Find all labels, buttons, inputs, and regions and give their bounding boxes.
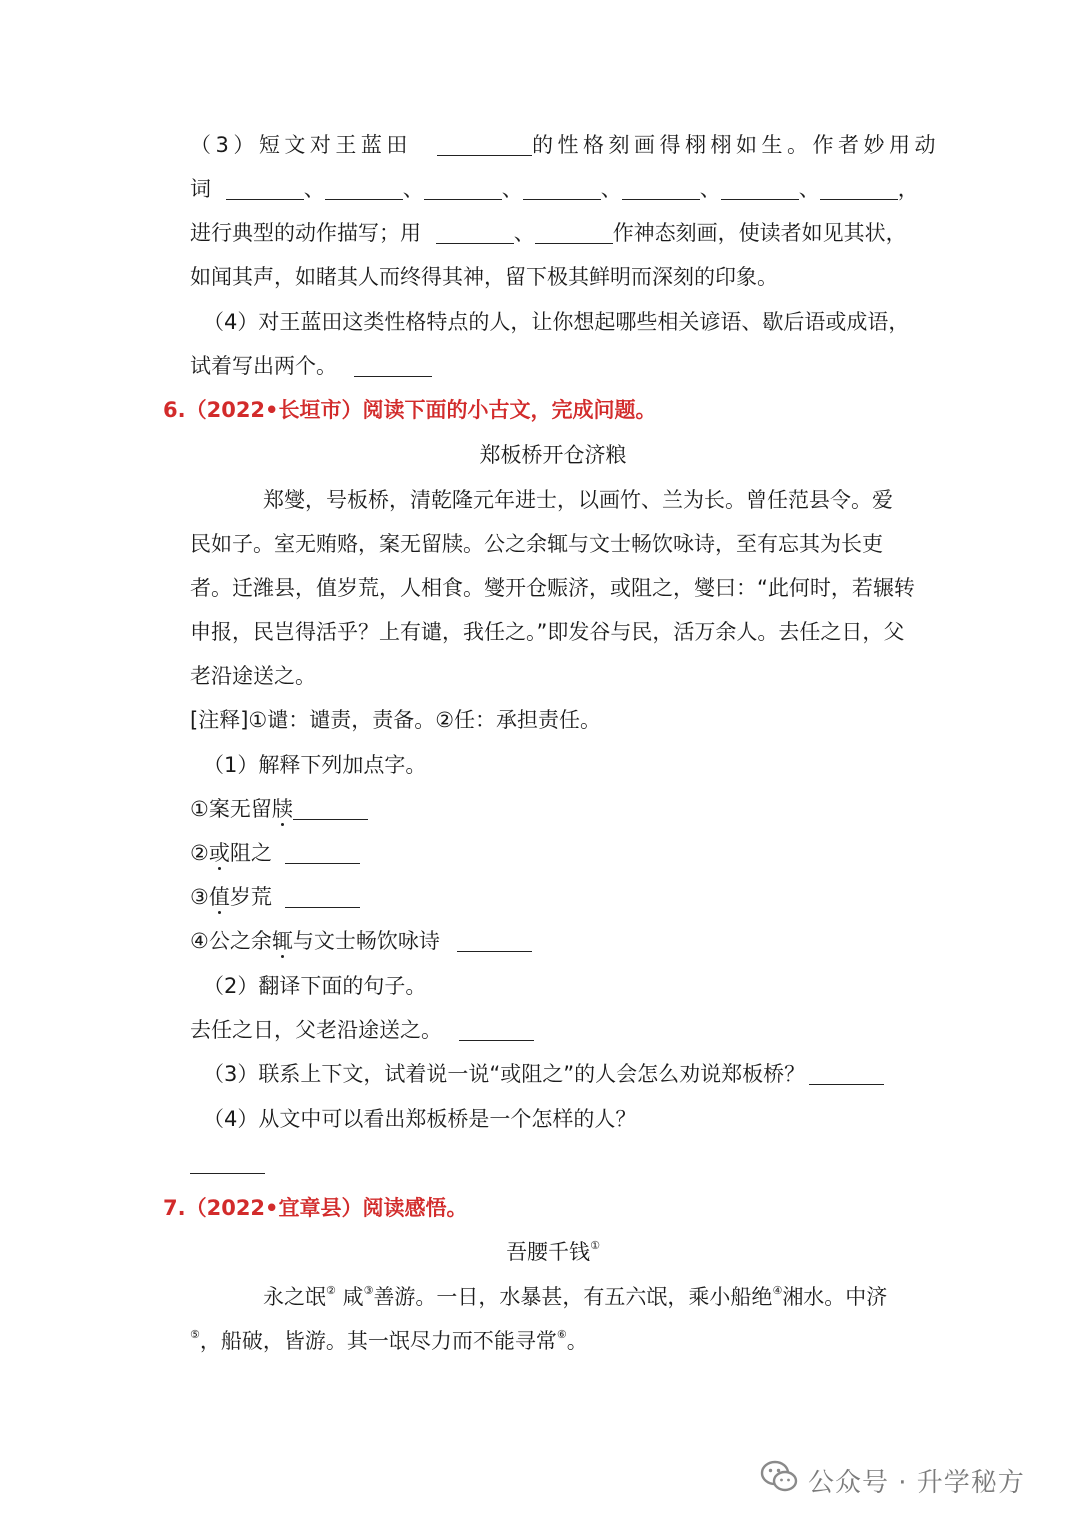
separator: 、 <box>402 177 424 201</box>
separator: 、 <box>303 177 325 201</box>
q7-text: 咸 <box>342 1285 364 1309</box>
q5-line3-text: 进行典型的动作描写；用 <box>190 221 421 245</box>
q5-part3-line1 <box>190 130 950 160</box>
q6-body-line3: 者。迁潍县，值岁荒，人相食。燮开仓赈济，或阻之，燮曰：“此何时，若辗转 <box>190 576 915 600</box>
q6-body-line5: 老沿途送之。 <box>190 664 316 688</box>
item-text: ② <box>190 841 209 865</box>
q7-title <box>0 1237 1080 1267</box>
wechat-icon <box>760 1460 798 1501</box>
q7-text: 善游。一日，水暴甚，有五六氓，乘小船绝 <box>373 1285 773 1309</box>
q6-q3 <box>203 1059 963 1089</box>
dotted-char: 或 <box>208 841 230 865</box>
answer-blank[interactable] <box>436 221 514 244</box>
q7-text: 湘水。中济 <box>782 1285 888 1309</box>
q6-q1-item4 <box>190 926 950 956</box>
answer-blank[interactable] <box>437 133 532 156</box>
item-text: 阻之 <box>229 841 272 865</box>
answer-blank[interactable] <box>354 354 432 377</box>
q7-text: 永之氓 <box>263 1285 326 1309</box>
q5-verb-prefix: 词 <box>190 177 211 201</box>
answer-blank[interactable] <box>226 177 304 200</box>
dotted-char: 牍 <box>271 797 293 821</box>
footnote-marker: ⑥ <box>556 1328 567 1341</box>
answer-blank[interactable] <box>622 177 700 200</box>
q6-body-line1: 郑燮，号板桥，清乾隆元年进士，以画竹、兰为长。曾任范县令。爱 <box>263 488 893 512</box>
answer-blank[interactable] <box>523 177 601 200</box>
footnote-marker: ④ <box>772 1284 783 1297</box>
q5-part4-line1: （4）对王蓝田这类性格特点的人，让你想起哪些相关谚语、歇后语或成语， <box>203 310 910 334</box>
q6-q2-sentence <box>190 1015 950 1045</box>
answer-blank[interactable] <box>424 177 502 200</box>
q7-body-line2 <box>190 1326 950 1356</box>
answer-blank[interactable] <box>809 1062 884 1085</box>
q7-heading: 7.（2022•宜章县）阅读感悟。 <box>163 1196 468 1220</box>
q5-part3-text2: 的性格刻画得栩栩如生。作者妙用动 <box>532 133 941 157</box>
watermark-text: 公众号 · 升学秘方 <box>808 1467 1025 1498</box>
footnote-marker: ② <box>326 1284 336 1297</box>
q6-heading: 6.（2022•长垣市）阅读下面的小古文，完成问题。 <box>163 398 657 422</box>
q7-text: 。 <box>566 1329 588 1353</box>
item-text: ④公之余 <box>190 929 272 953</box>
separator: 、 <box>501 177 523 201</box>
q5-part3-line2 <box>190 174 950 204</box>
answer-blank[interactable] <box>293 797 368 820</box>
q6-q2: （2）翻译下面的句子。 <box>203 974 427 998</box>
q5-part4-text: 试着写出两个。 <box>190 354 337 378</box>
answer-blank[interactable] <box>820 177 898 200</box>
item-text: ①案无留 <box>190 797 272 821</box>
q6-q1-item3 <box>190 882 950 912</box>
answer-blank[interactable] <box>285 885 360 908</box>
answer-blank[interactable] <box>457 929 532 952</box>
q5-line3-text2: 作神态刻画，使读者如见其状， <box>612 221 907 245</box>
separator: 、 <box>513 221 535 245</box>
item-text: 与文士畅饮咏诗 <box>292 929 440 953</box>
dotted-char: 辄 <box>271 929 293 953</box>
q6-q4: （4）从文中可以看出郑板桥是一个怎样的人？ <box>203 1107 637 1131</box>
q6-q4-answer <box>190 1148 950 1178</box>
separator: 、 <box>600 177 622 201</box>
q5-part3-line4: 如闻其声，如睹其人而终得其神，留下极其鲜明而深刻的印象。 <box>190 265 778 289</box>
watermark <box>760 1460 1025 1500</box>
q6-q1: （1）解释下列加点字。 <box>203 753 427 777</box>
q6-q1-item1 <box>190 794 950 824</box>
separator: 、 <box>798 177 820 201</box>
dotted-char: 值 <box>208 885 230 909</box>
q6-q1-item2 <box>190 838 950 868</box>
footnote-marker: ① <box>590 1239 600 1252</box>
footnote-marker: ③ <box>363 1284 374 1297</box>
separator: 、 <box>699 177 721 201</box>
q6-title: 郑板桥开仓济粮 <box>479 443 627 467</box>
answer-blank[interactable] <box>190 1151 265 1174</box>
q7-title-text: 吾腰千钱 <box>506 1240 591 1264</box>
q6-q3-text: （3）联系上下文，试着说一说“或阻之”的人会怎么劝说郑板桥？ <box>203 1062 806 1086</box>
answer-blank[interactable] <box>285 841 360 864</box>
answer-blank[interactable] <box>535 221 613 244</box>
footnote-marker: ⑤ <box>190 1328 200 1341</box>
q5-part3-text: （3）短文对王蓝田 <box>190 133 412 157</box>
q6-body-line4: 申报，民岂得活乎？上有谴，我任之。”即发谷与民，活万余人。去任之日，父 <box>190 620 905 644</box>
answer-blank[interactable] <box>459 1018 534 1041</box>
q7-text: ，船破，皆游。其一氓尽力而不能寻常 <box>199 1329 557 1353</box>
item-text: ③ <box>190 885 209 909</box>
q5-part3-line3 <box>190 218 950 248</box>
q6-note: [注释]①谴：谴责，责备。②任：承担责任。 <box>190 708 602 732</box>
q5-part4-line2 <box>190 351 950 381</box>
answer-blank[interactable] <box>721 177 799 200</box>
q6-body-line2: 民如子。室无贿赂，案无留牍。公之余辄与文士畅饮咏诗，至有忘其为长吏 <box>190 532 883 556</box>
separator: ， <box>897 177 919 201</box>
q6-q2-text: 去任之日，父老沿途送之。 <box>190 1018 442 1042</box>
answer-blank[interactable] <box>325 177 403 200</box>
q7-body-line1 <box>263 1282 1023 1312</box>
item-text: 岁荒 <box>229 885 272 909</box>
